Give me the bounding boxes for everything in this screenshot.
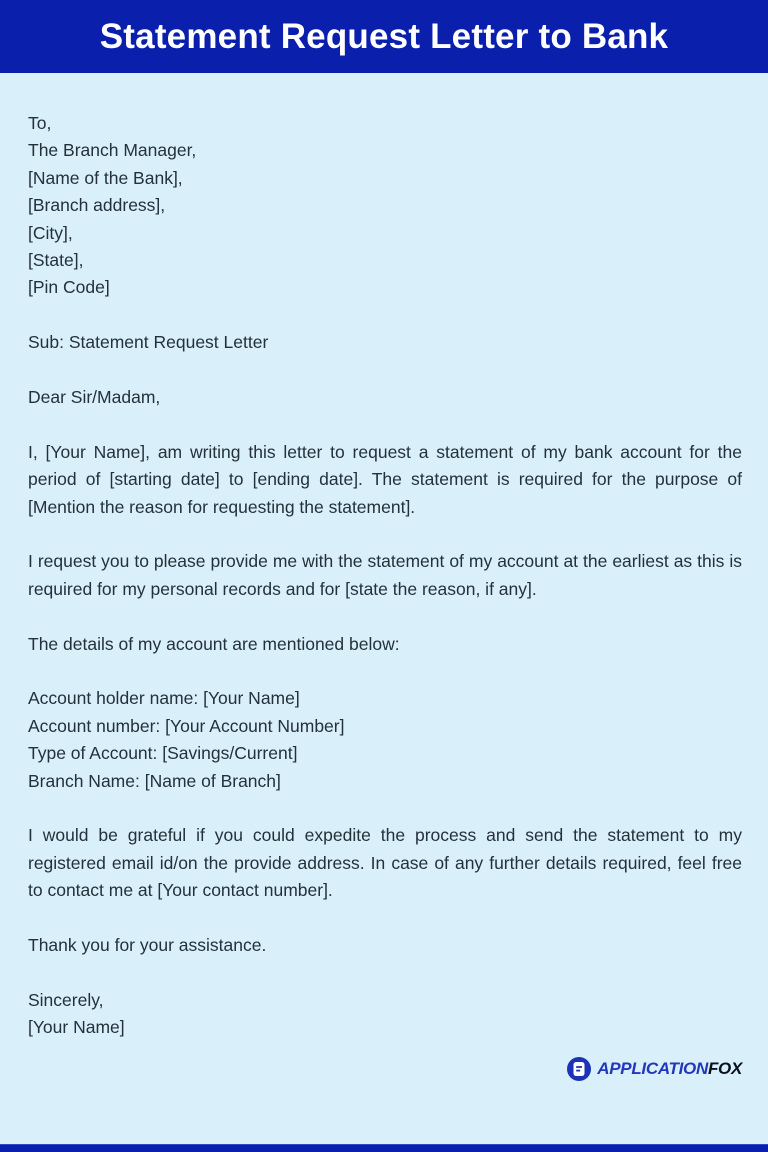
document-circle-icon: [567, 1057, 591, 1081]
paragraph-request: I, [Your Name], am writing this letter to request a statement of my bank account for the period of [starting date] to [ending date]. The statement is required for the purpose of [Mention the reason for requesting the statement].: [28, 441, 742, 517]
address-line: [Branch address],: [28, 195, 166, 216]
thanks-line: Thank you for your assistance.: [28, 935, 267, 956]
brand-wordmark-application: APPLICATION: [597, 1058, 708, 1078]
page-title: Statement Request Letter to Bank: [99, 16, 669, 56]
address-line: [State],: [28, 250, 84, 271]
bottom-accent-bar: [0, 1144, 768, 1152]
account-detail-line: Branch Name: [Name of Branch]: [28, 770, 281, 791]
signoff-line: [Your Name]: [28, 1017, 125, 1038]
brand-wordmark: [597, 1057, 742, 1081]
account-details-block: [28, 685, 742, 795]
address-line: The Branch Manager,: [28, 140, 197, 161]
letter-body: [0, 73, 768, 1081]
signoff-line: Sincerely,: [28, 989, 104, 1010]
title-banner: [0, 0, 768, 73]
details-intro: The details of my account are mentioned below:: [28, 633, 400, 654]
account-detail-line: Account number: [Your Account Number]: [28, 715, 345, 736]
address-line: [City],: [28, 222, 73, 243]
brand-wordmark-fox: FOX: [707, 1058, 742, 1078]
footer-logo-row: [28, 1057, 742, 1081]
account-detail-line: Type of Account: [Savings/Current]: [28, 743, 298, 764]
subject-line: Sub: Statement Request Letter: [28, 332, 269, 353]
paragraph-grateful: I would be grateful if you could expedite the process and send the statement to my registered email id/on the provide address. In case of any further details required, feel free to contact me at [Your contact number].: [28, 825, 742, 901]
paragraph-earliest: I request you to please provide me with the statement of my account at the earliest as this is required for my personal records and for [state the reason, if any].: [28, 551, 742, 599]
account-detail-line: Account holder name: [Your Name]: [28, 688, 300, 709]
address-block: [28, 110, 742, 302]
address-line: [Name of the Bank],: [28, 167, 183, 188]
signoff-block: [28, 987, 742, 1042]
address-line: To,: [28, 113, 52, 133]
address-line: [Pin Code]: [28, 277, 110, 298]
salutation: Dear Sir/Madam,: [28, 387, 161, 408]
